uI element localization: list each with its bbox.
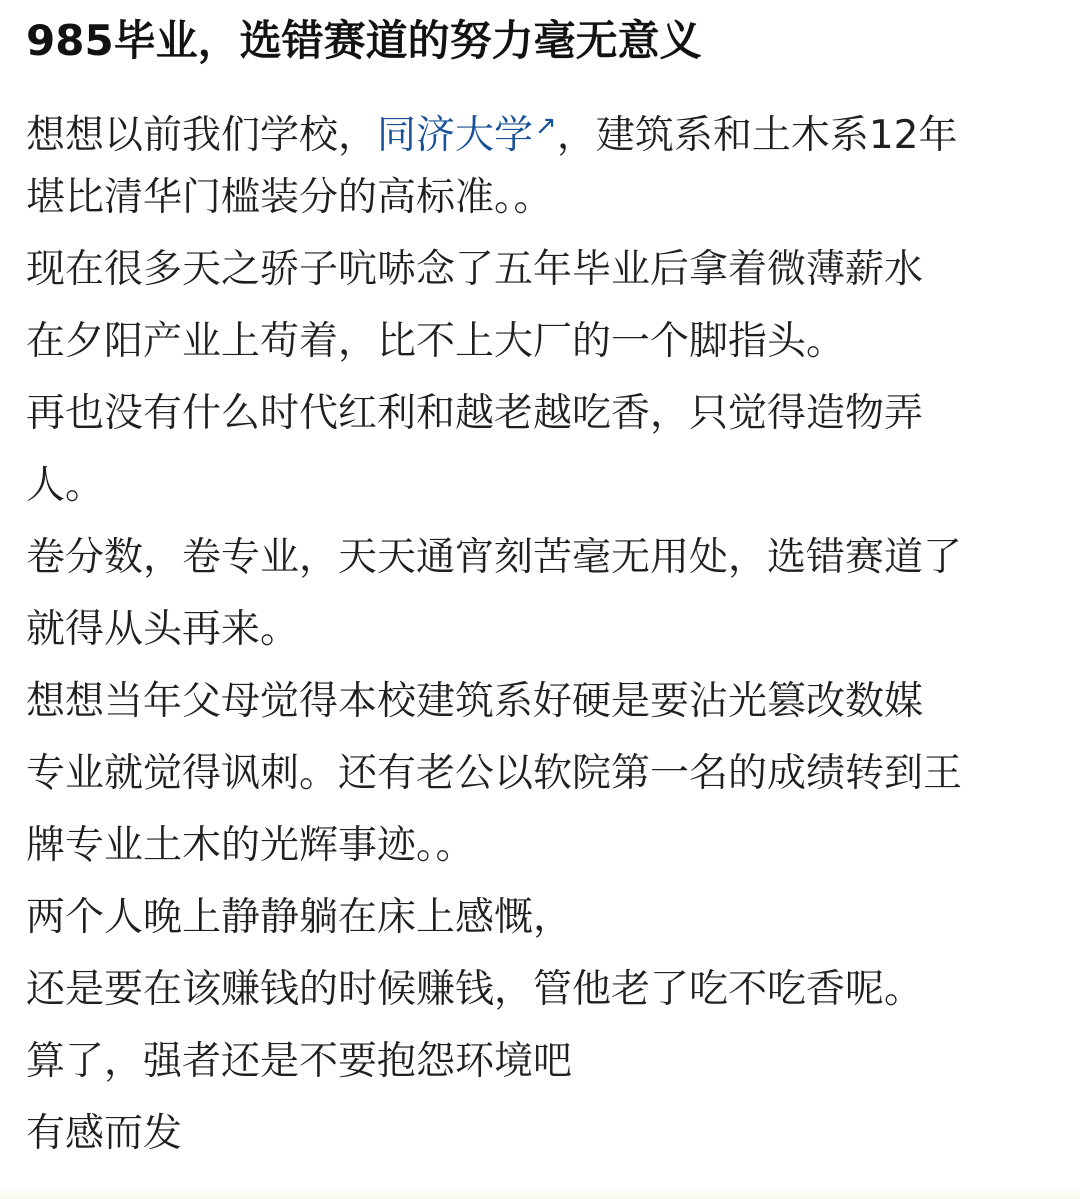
post-line: 牌专业土木的光辉事迹。。 [26, 823, 475, 868]
post-line: 现在很多天之骄子吭哧念了五年毕业后拿着微薄薪水 [26, 247, 924, 292]
post-line: 堪比清华门槛装分的高标准。。 [26, 175, 553, 220]
post-line: 就得从头再来。 [26, 607, 300, 652]
external-link-icon[interactable]: ↗ [535, 111, 557, 141]
post-container [26, 12, 1056, 1170]
post-line: 算了，强者还是不要抱怨环境吧 [26, 1039, 573, 1084]
post-line: 人。 [26, 463, 105, 508]
text-segment: ，建筑系和土木系12年 [556, 113, 958, 158]
bottom-fade-divider [0, 1185, 1080, 1199]
tongji-university-link[interactable]: 同济大学 [377, 113, 534, 158]
post-line: 想想当年父母觉得本校建筑系好硬是要沾光篡改数媒 [26, 679, 924, 724]
post-line: 在夕阳产业上苟着，比不上大厂的一个脚指头。 [26, 319, 846, 364]
post-line: 卷分数，卷专业，天天通宵刻苦毫无用处，选错赛道了 [26, 535, 963, 580]
post-line: 还是要在该赚钱的时候赚钱，管他老了吃不吃香呢。 [26, 967, 924, 1012]
post-body [26, 90, 1056, 1170]
post-line-1 [26, 90, 1056, 162]
post-line: 再也没有什么时代红利和越老越吃香，只觉得造物弄 [26, 391, 924, 436]
post-line: 两个人晚上静静躺在床上感慨， [26, 895, 573, 940]
post-line: 有感而发 [26, 1111, 183, 1156]
post-line: 专业就觉得讽刺。还有老公以软院第一名的成绩转到王 [26, 751, 963, 796]
text-segment: 想想以前我们学校， [26, 113, 378, 158]
post-title[interactable]: 985毕业，选错赛道的努力毫无意义 [26, 16, 702, 65]
